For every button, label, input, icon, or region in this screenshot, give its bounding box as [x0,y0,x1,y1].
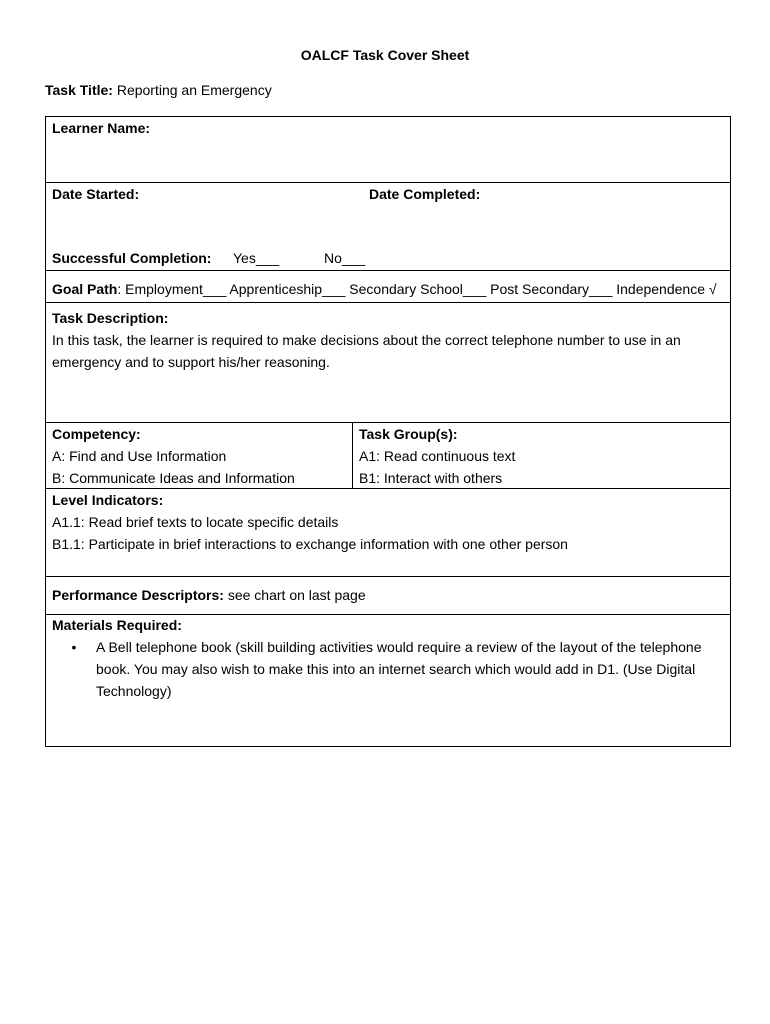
competency-item: A: Find and Use Information [52,448,227,464]
task-description-row [46,307,730,423]
materials-row [46,614,730,746]
performance-line [52,577,724,613]
goal-path-line [52,271,724,303]
task-title-value: Reporting an Emergency [112,82,272,98]
goal-path-value: : Employment___ Apprenticeship___ Secondary School___ Post Secondary___ Independence √ [117,281,717,297]
task-groups-label: Task Group(s): [359,426,458,442]
level-indicators-row [46,489,730,577]
task-groups-cell [353,423,730,488]
materials-line: Technology) [96,683,172,699]
task-description-line: In this task, the learner is required to make decisions about the correct telephone number to use in an [52,332,681,348]
materials-label: Materials Required: [52,617,182,633]
yes-option: Yes___ [233,250,280,266]
bullet-icon: • [71,639,77,655]
performance-label: Performance Descriptors: [52,587,224,603]
competency-item: B: Communicate Ideas and Information [52,470,295,486]
task-title-label: Task Title: [45,82,113,98]
task-group-item: B1: Interact with others [359,470,503,486]
competency-label: Competency: [52,426,141,442]
level-indicator-item: B1.1: Participate in brief interactions to exchange information with one other person [52,536,568,552]
document-title: OALCF Task Cover Sheet [300,47,470,63]
date-started-label: Date Started: [52,186,140,202]
materials-list-item [52,636,724,702]
performance-value: see chart on last page [223,587,366,603]
materials-line: A Bell telephone book (skill building activities would require a review of the layout of the telephone [96,639,702,655]
goal-path-row [46,271,730,303]
dates-row [46,183,730,271]
materials-line: book. You may also wish to make this into an internet search which would add in D1. (Use Digital [96,661,696,677]
task-description-line: emergency and to support his/her reasoning. [52,354,330,370]
cover-sheet-table [45,116,731,747]
level-indicators-label: Level Indicators: [52,492,164,508]
learner-name-row [46,117,730,183]
task-description-label: Task Description: [52,310,169,326]
date-completed-label: Date Completed: [369,186,481,202]
level-indicator-item: A1.1: Read brief texts to locate specific details [52,514,339,530]
task-title [45,82,272,98]
materials-item-text [96,636,716,702]
competency-cell [46,423,353,488]
task-group-item: A1: Read continuous text [359,448,516,464]
learner-name-label: Learner Name: [52,120,151,136]
successful-completion-label: Successful Completion: [52,250,212,266]
no-option: No___ [324,250,366,266]
performance-descriptors-row [46,577,730,615]
goal-path-label: Goal Path [52,281,118,297]
competency-row [46,423,730,489]
